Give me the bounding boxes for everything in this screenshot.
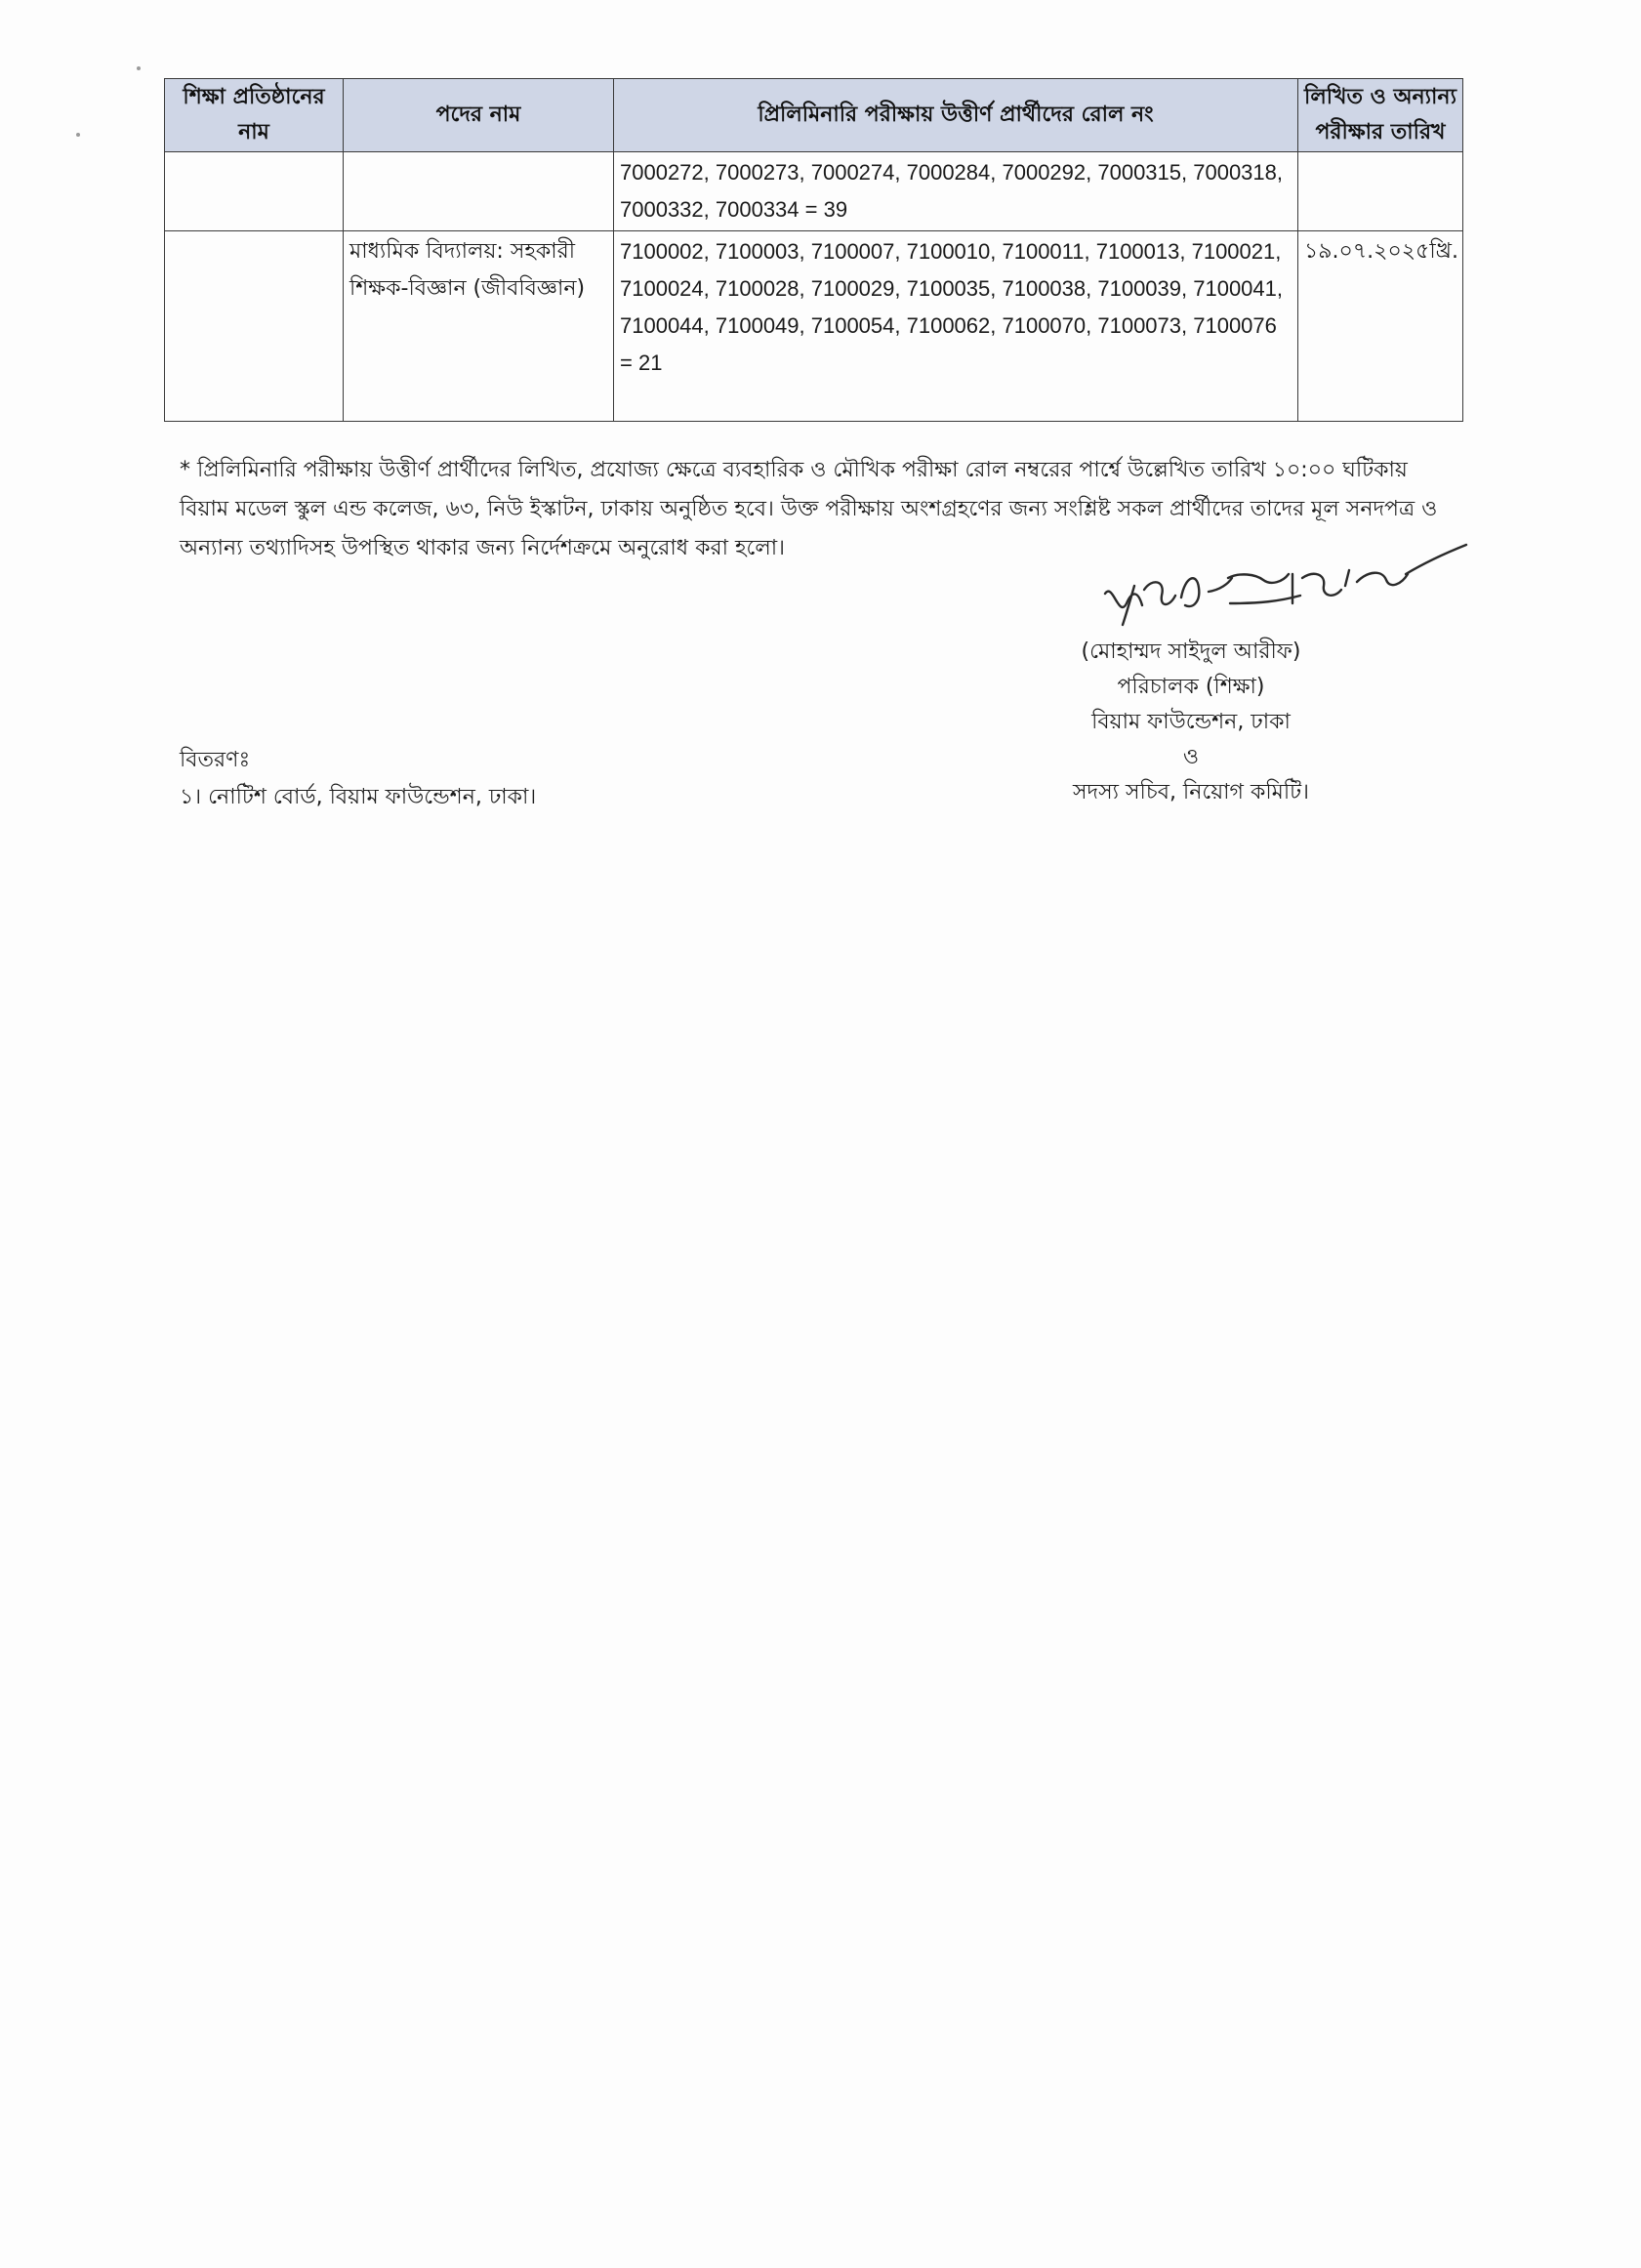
table-header-row — [165, 79, 1463, 152]
cell-rolls: 7100002, 7100003, 7100007, 7100010, 7100011, 7100013, 7100021, 7100024, 7100028, 7100029, 7100035, 7100038, 7100039, 7100041, 7100044, 7100049, 7100054, 7100062, 7100070, 7100073, 7100076 = 21 — [614, 231, 1298, 422]
distribution-block — [180, 742, 765, 816]
exam-note: * প্রিলিমিনারি পরীক্ষায় উত্তীর্ণ প্রার্থীদের লিখিত, প্রযোজ্য ক্ষেত্রে ব্যবহারিক ও মৌখিক পরীক্ষা রোল নম্বরের পার্শ্বে উল্লেখিত তারিখ ১০:০০ ঘটিকায় বিয়াম মডেল স্কুল এন্ড কলেজ, ৬৩, নিউ ইস্কাটন, ঢাকায় অনুষ্ঠিত হবে। উক্ত পরীক্ষায় অংশগ্রহণের জন্য সংশ্লিষ্ট সকল প্রার্থীদের তাদের মূল সনদপত্র ও অন্যান্য তথ্যাদিসহ উপস্থিত থাকার জন্য নির্দেশক্রমে অনুরোধ করা হলো। — [180, 458, 1438, 560]
scan-speck — [76, 133, 80, 137]
signatory-name: (মোহাম্মদ সাইদুল আরীফ) — [1081, 639, 1301, 664]
cell-institution — [165, 152, 344, 231]
header-post: পদের নাম — [344, 79, 614, 152]
cell-post: মাধ্যমিক বিদ্যালয়: সহকারী শিক্ষক-বিজ্ঞান (জীববিজ্ঞান) — [344, 231, 614, 422]
table-row — [165, 152, 1463, 231]
header-institution: শিক্ষা প্রতিষ্ঠানের নাম — [165, 79, 344, 152]
header-rolls: প্রিলিমিনারি পরীক্ষায় উত্তীর্ণ প্রার্থীদের রোল নং — [614, 79, 1298, 152]
signatory-organization: বিয়াম ফাউন্ডেশন, ঢাকা — [1091, 710, 1291, 734]
cell-date — [1298, 152, 1463, 231]
scan-speck — [137, 66, 141, 70]
cell-rolls: 7000272, 7000273, 7000274, 7000284, 7000292, 7000315, 7000318, 7000332, 7000334 = 39 — [614, 152, 1298, 231]
cell-date: ১৯.০৭.২০২৫খ্রি. — [1298, 231, 1463, 422]
distribution-heading: বিতরণঃ — [180, 748, 251, 772]
distribution-item: ১। নোটিশ বোর্ড, বিয়াম ফাউন্ডেশন, ঢাকা। — [180, 785, 537, 809]
results-table — [164, 78, 1463, 422]
cell-post — [344, 152, 614, 231]
signatory-conjunction: ও — [1182, 745, 1200, 769]
table-row — [165, 231, 1463, 422]
cell-institution — [165, 231, 344, 422]
signatory-designation: পরিচালক (শিক্ষা) — [1117, 675, 1265, 699]
signatory-block — [1015, 635, 1367, 810]
header-date: লিখিত ও অন্যান্য পরীক্ষার তারিখ — [1298, 79, 1463, 152]
signatory-role: সদস্য সচিব, নিয়োগ কমিটি। — [1073, 780, 1309, 804]
